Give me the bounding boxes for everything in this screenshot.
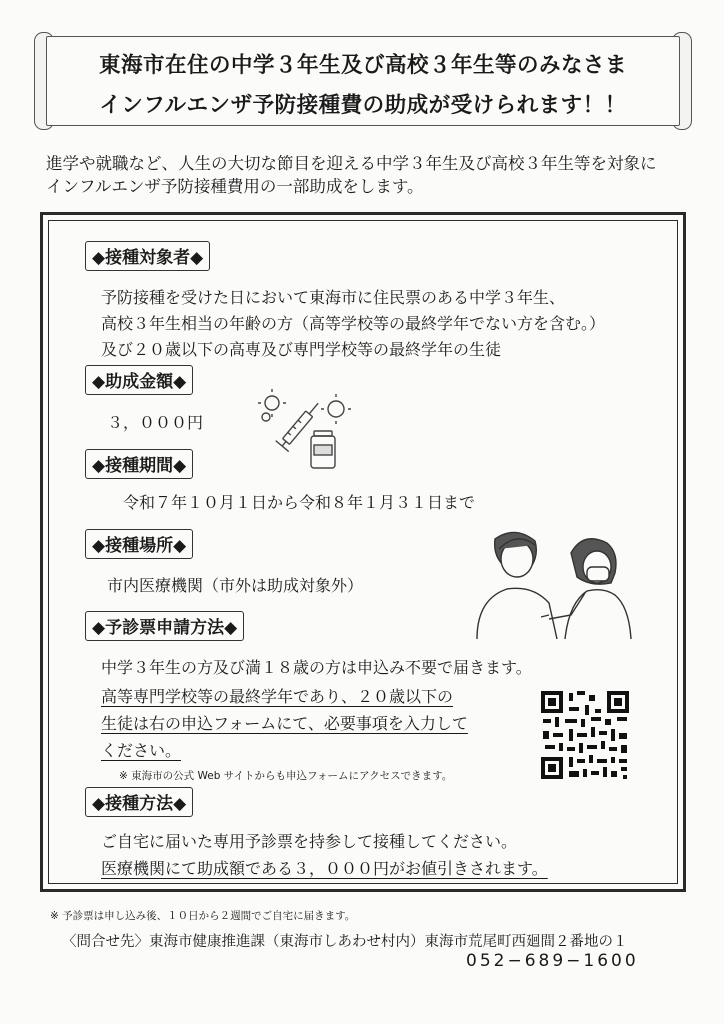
qr-code[interactable] [539,689,631,781]
amount-value: ３，０００円 [107,413,204,432]
banner-title-line-1: 東海市在住の中学３年生及び高校３年生等のみなさま [98,53,627,78]
contact-phone[interactable]: 052−689−1600 [466,951,639,971]
face-mask-icon [587,567,609,581]
amount-header: ◆助成金額◆ [85,365,193,395]
banner-title-line-2: インフルエンザ予防接種費の助成が受けられます！！ [99,93,627,118]
vaccination-illustration [473,529,633,639]
application-note: ※ 東海市の公式 Web サイトからも申込フォームにアクセスできます。 [119,770,453,782]
intro-line-2: インフルエンザ予防接種費用の一部助成をします。 [46,177,424,196]
title-banner [34,32,692,132]
period-value: 令和７年１０月１日から令和８年１月３１日まで [123,493,476,512]
intro-text [46,152,706,198]
target-line-3: 及び２０歳以下の高専及び専門学校等の最終学年の生徒 [101,340,502,359]
target-line-2: 高校３年生相当の年齢の方（高等学校等の最終学年でない方を含む。） [101,314,606,333]
intro-line-1: 進学や就職など、人生の大切な節目を迎える中学３年生及び高校３年生等を対象に [46,154,657,173]
vaccine-vial-icon [311,431,335,468]
application-line-1: 中学３年生の方及び満１８歳の方は申込み不要で届きます。 [101,658,532,677]
place-header: ◆接種場所◆ [85,529,193,559]
application-line-4: ください。 [101,741,182,760]
method-header: ◆接種方法◆ [85,787,193,817]
footer-note: ※ 予診票は申し込み後、１０日から２週間でご自宅に届きます。 [50,910,356,922]
target-header: ◆接種対象者◆ [85,241,210,271]
info-box [40,212,686,892]
application-header: ◆予診票申請方法◆ [85,611,244,641]
nurse-figure [541,539,631,639]
period-header: ◆接種期間◆ [85,449,193,479]
place-value: 市内医療機関（市外は助成対象外） [107,576,364,595]
syringe-icon [276,398,325,452]
method-line-1: ご自宅に届いた専用予診票を持参して接種してください。 [101,832,518,851]
application-line-3: 生徒は右の申込フォームにて、必要事項を入力して [101,714,468,733]
application-line-2: 高等専門学校等の最終学年であり、２０歳以下の [101,687,454,706]
patient-figure [477,532,557,639]
virus-icon [265,396,279,410]
method-line-2: 医療機関にて助成額である３，０００円がお値引きされます。 [101,859,548,878]
virus-icon-2 [328,401,344,417]
target-line-1: 予防接種を受けた日において東海市に住民票のある中学３年生、 [101,288,566,307]
contact-info: 〈問合せ先〉東海市健康推進課（東海市しあわせ村内）東海市荒尾町西廻間２番地の１ [62,934,628,950]
vaccine-syringe-illustration [258,383,368,473]
